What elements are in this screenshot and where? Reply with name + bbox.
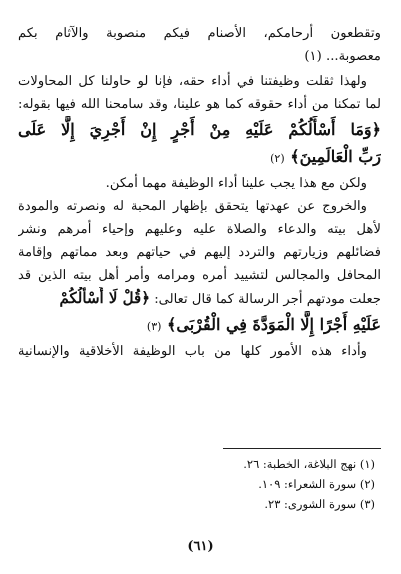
text-fragment: معصوبة... [326, 49, 381, 64]
text-line: وتقطعون أرحامكم، الأصنام فيكم منصوبة والآثام بكم [18, 26, 381, 41]
text-line [18, 45, 381, 68]
footnote-item: (٣) سورة الشورى: ٢٣. [264, 497, 375, 511]
footnotes [150, 454, 375, 514]
text-line [18, 287, 381, 311]
text-line: المحافل والمجالس لتشييد أمره ومرامه وأمر أهل بيته الذين قد [18, 268, 381, 283]
page-number: (٦١) [187, 539, 214, 554]
footnote-item: (١) نهج البلاغة، الخطبة: ٢٦. [243, 457, 375, 471]
verse-fragment: ﴿قُلْ لَا أَسْأَلُكُمْ [59, 289, 150, 307]
text-line: ولهذا ثقلت وظيفتنا في أداء حقه، فإنا لو حاولنا كل المحاولات [18, 74, 367, 89]
verse-fragment: رَبِّ الْعَالَمِينَ﴾ [290, 147, 381, 166]
text-line: وأداء هذه الأمور كلها من باب الوظيفة الأخلاقية والإنسانية [18, 344, 367, 359]
footnote-item: (٢) سورة الشعراء: ١٠٩. [258, 477, 375, 491]
footnote-ref: (١) [304, 49, 322, 64]
text-line: لما تمكنا من أداء حقوقه كما هو علينا، وقد سامحنا الله فيها بقوله: [18, 97, 381, 112]
footnote-divider [223, 448, 381, 449]
footnote-ref: (٣) [146, 320, 162, 333]
text-line: ولكن مع هذا يجب علينا أداء الوظيفة مهما أمكن. [105, 176, 367, 191]
text-line: والخروج عن عهدتها يتحقق بإظهار المحبة له ونصرته والمودة [18, 199, 367, 214]
text-line: لأهل بيته والدعاء والصلاة عليه وعليهم وإحياء أمرهم ونشر [18, 222, 381, 237]
text-line: فضائلهم وزيارتهم والتردد إليهم في حياتهم وبعد مماتهم وإقامة [18, 245, 381, 260]
quran-verse-line [18, 143, 381, 172]
quran-verse-line [18, 311, 381, 340]
text-fragment: جعلت مودتهم أجر الرسالة كما قال تعالى: [154, 292, 381, 307]
verse-fragment: عَلَيْهِ أَجْرًا إِلَّا الْمَوَدَّةَ فِي الْقُرْبَى﴾ [166, 315, 381, 334]
quran-verse-line: ﴿وَمَا أَسْأَلُكُمْ عَلَيْهِ مِنْ أَجْرٍ إِنْ أَجْرِيَ إِلَّا عَلَى [18, 120, 381, 139]
main-text [18, 22, 381, 363]
footnote-ref: (٢) [270, 152, 285, 165]
